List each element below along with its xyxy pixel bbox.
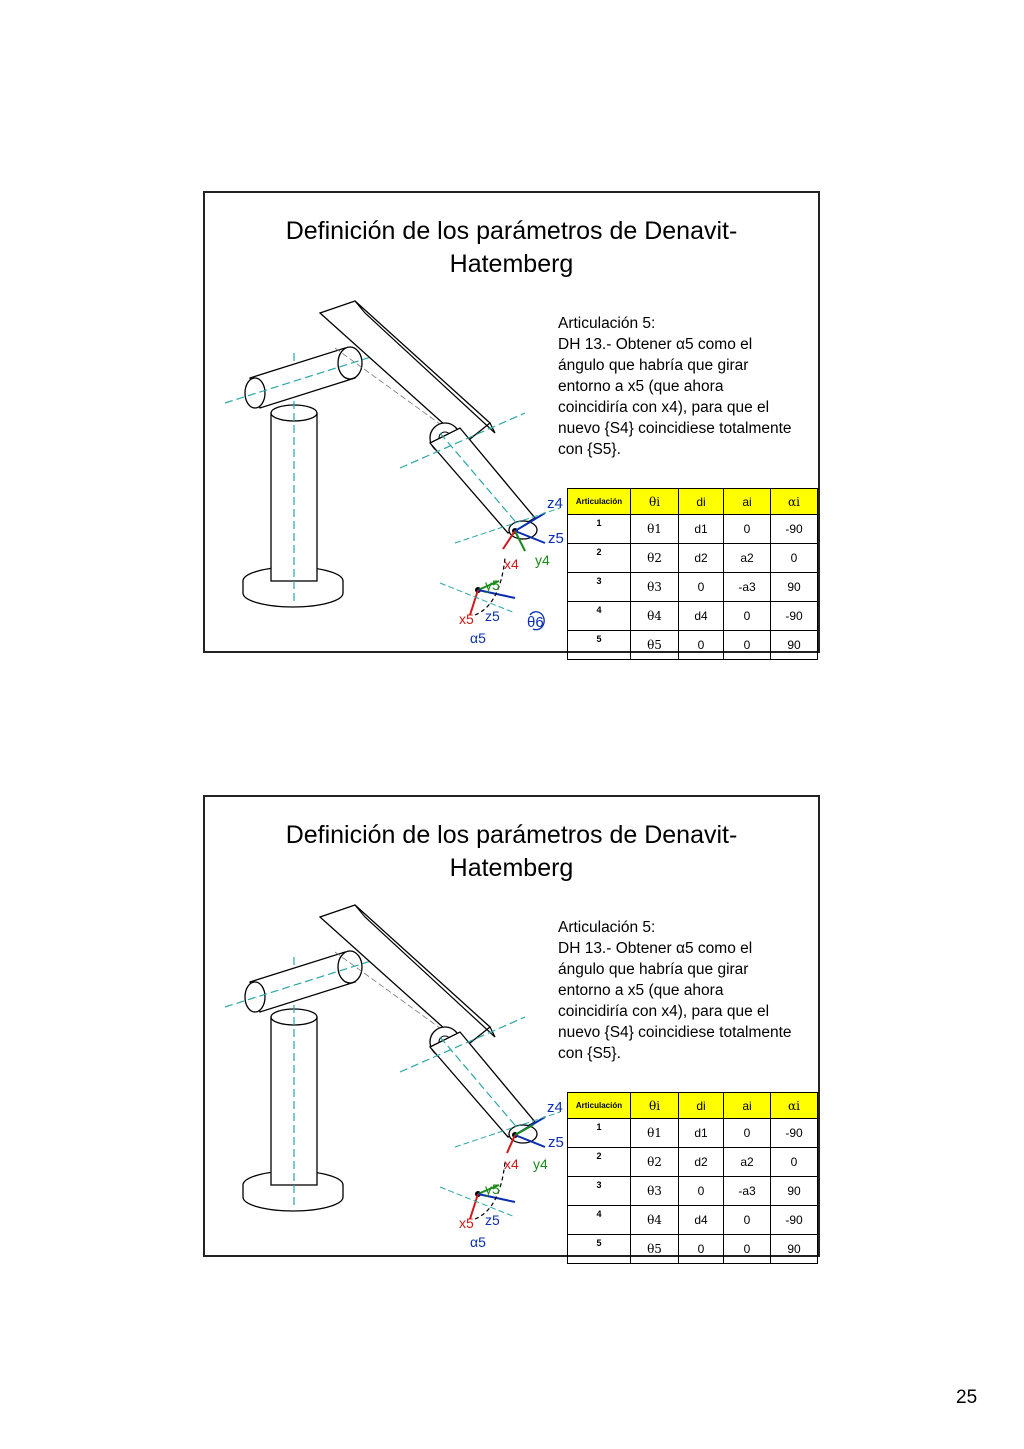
label-y5: y5	[485, 577, 500, 593]
table-header: Articulación θi di ai αi	[568, 1093, 818, 1119]
label-x5: x5	[459, 1215, 474, 1231]
slide-title: Definición de los parámetros de Denavit- Hatemberg	[285, 217, 738, 278]
label-theta6: θ6	[527, 614, 544, 631]
table-row: 2 θ2 d2 a2 0	[568, 544, 818, 573]
label-z4: z4	[547, 1099, 563, 1116]
dh-parameter-table	[567, 1092, 818, 1264]
label-x5: x5	[459, 611, 474, 627]
table-row: 5 θ5 0 0 90	[568, 631, 818, 660]
robot-arm-diagram	[215, 897, 575, 1257]
table-row: 3 θ3 0 -a3 90	[568, 1177, 818, 1206]
label-y4: y4	[535, 552, 550, 568]
table-row: 2 θ2 d2 a2 0	[568, 1148, 818, 1177]
label-z5b: z5	[485, 1212, 500, 1228]
page-number: 25	[956, 1387, 978, 1408]
label-z4: z4	[547, 495, 563, 512]
table-row: 4 θ4 d4 0 -90	[568, 1206, 818, 1235]
label-z5: z5	[548, 530, 564, 547]
slide-1	[203, 191, 820, 653]
table-row: 5 θ5 0 0 90	[568, 1235, 818, 1264]
label-alpha5: α5	[470, 1234, 486, 1250]
dh-parameter-table	[567, 488, 818, 660]
table-row: 1 θ1 d1 0 -90	[568, 515, 818, 544]
table-row: 1 θ1 d1 0 -90	[568, 1119, 818, 1148]
label-z5b: z5	[485, 608, 500, 624]
slide-title: Definición de los parámetros de Denavit- Hatemberg	[285, 821, 738, 882]
robot-arm-diagram	[215, 293, 575, 653]
label-y4: y4	[533, 1156, 548, 1172]
slide-2	[203, 795, 820, 1257]
label-alpha5: α5	[470, 630, 486, 646]
label-y5: y5	[485, 1181, 500, 1197]
table-row: 3 θ3 0 -a3 90	[568, 573, 818, 602]
table-header: Articulación θi di ai αi	[568, 489, 818, 515]
description: Articulación 5: DH 13.- Obtener α5 como el ángulo que habría que girar entorno a x5 (que ahora coincidiría con x4), para que el nuevo {S4} coincidiese totalmente con {S5}.	[558, 919, 792, 1062]
table-row: 4 θ4 d4 0 -90	[568, 602, 818, 631]
label-x4: x4	[504, 556, 519, 572]
label-x4: x4	[504, 1156, 519, 1172]
label-z5: z5	[548, 1134, 564, 1151]
description: Articulación 5: DH 13.- Obtener α5 como el ángulo que habría que girar entorno a x5 (que ahora coincidiría con x4), para que el nuevo {S4} coincidiese totalmente con {S5}.	[558, 315, 792, 458]
